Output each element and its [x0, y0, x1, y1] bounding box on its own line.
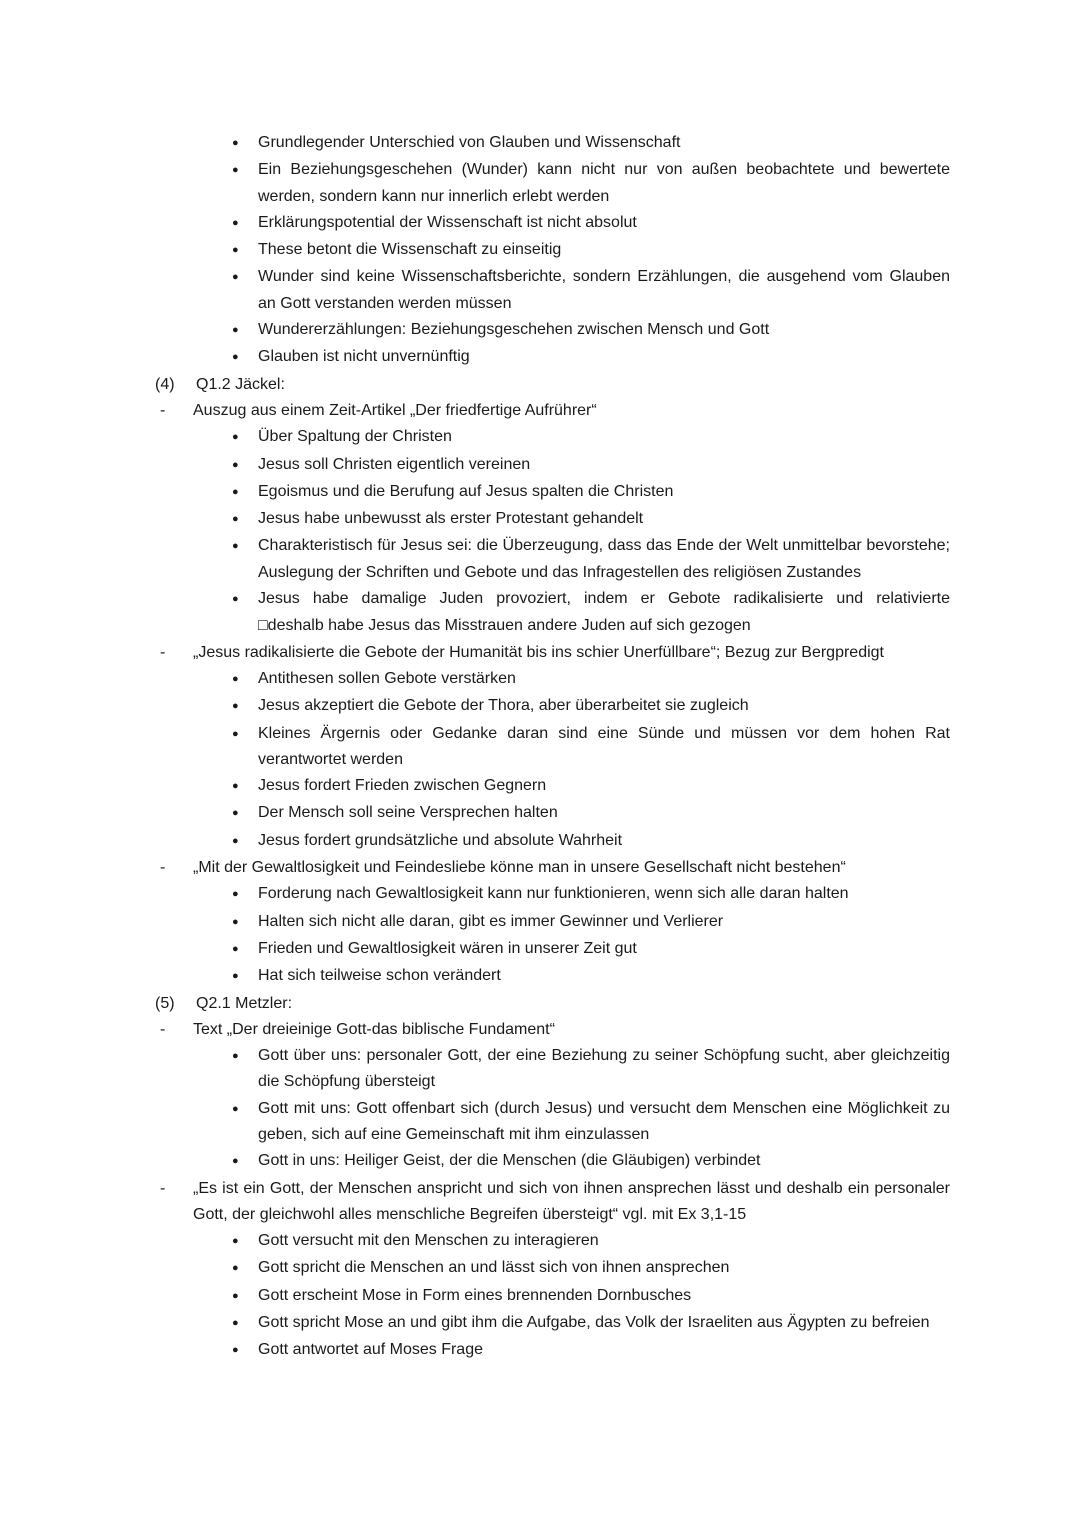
list-item-bullet: [155, 210, 950, 237]
list-item-dash: [155, 855, 950, 881]
dash-marker: -: [160, 1020, 166, 1038]
line-text: Antithesen sollen Gebote verstärken: [258, 669, 516, 687]
list-item-bullet: [155, 533, 950, 586]
line-text: □deshalb habe Jesus das Misstrauen andere Juden auf sich gezogen: [258, 617, 751, 635]
line-text: Glauben ist nicht unvernünftig: [258, 348, 470, 366]
bullet-icon: ●: [232, 700, 239, 713]
line-text: Der Mensch soll seine Versprechen halten: [258, 804, 558, 822]
line-text: Jesus habe damalige Juden provoziert, indem er Gebote radikalisierte und relativierte: [258, 590, 950, 608]
line-text: Erklärungspotential der Wissenschaft ist nicht absolut: [258, 213, 637, 231]
bullet-icon: ●: [232, 807, 239, 820]
bullet-icon: ●: [232, 1317, 239, 1330]
list-item-bullet: [155, 1043, 950, 1096]
bullet-icon: ●: [232, 593, 239, 606]
list-item-bullet: [155, 1255, 950, 1282]
line-text: Hat sich teilweise schon verändert: [258, 967, 501, 985]
list-item-numbered: [155, 991, 950, 1017]
line-text: Gott in uns: Heiliger Geist, der die Menschen (die Gläubigen) verbindet: [258, 1152, 761, 1170]
bullet-icon: ●: [232, 970, 239, 983]
dash-marker: -: [160, 401, 166, 419]
bullet-icon: ●: [232, 216, 239, 229]
list-item-bullet: [155, 157, 950, 210]
line-text: Ein Beziehungsgeschehen (Wunder) kann nicht nur von außen beobachtete und bewertete werden, sondern kann nur innerlich erlebt werden: [258, 161, 950, 205]
list-item-bullet: [155, 317, 950, 344]
line-text: Forderung nach Gewaltlosigkeit kann nur funktionieren, wenn sich alle daran halten: [258, 885, 849, 903]
bullet-icon: ●: [232, 324, 239, 337]
line-text: Text „Der dreieinige Gott-das biblische Fundament“: [193, 1020, 555, 1038]
list-item-bullet: [155, 881, 950, 908]
list-item-dash: [155, 398, 950, 424]
list-item-dash: [155, 1176, 950, 1229]
bullet-icon: ●: [232, 888, 239, 901]
list-item-bullet: [155, 666, 950, 693]
list-item-bullet: [155, 963, 950, 990]
line-text: Egoismus und die Berufung auf Jesus spalten die Christen: [258, 482, 674, 500]
bullet-icon: ●: [232, 1344, 239, 1357]
line-text: Q1.2 Jäckel:: [196, 375, 285, 393]
bullet-icon: ●: [232, 1155, 239, 1168]
line-text: „Jesus radikalisierte die Gebote der Humanität bis ins schier Unerfüllbare“; Bezug zur Bergpredigt: [193, 643, 884, 661]
bullet-icon: ●: [232, 942, 239, 955]
line-text: Jesus fordert grundsätzliche und absolute Wahrheit: [258, 831, 623, 849]
line-text: Charakteristisch für Jesus sei: die Überzeugung, dass das Ende der Welt unmittelbar bevorstehe; Auslegung der Schriften und Gebote und das Infragestellen des religiösen Zustandes: [258, 537, 950, 581]
line-text: Gott spricht Mose an und gibt ihm die Aufgabe, das Volk der Israeliten aus Ägypten zu befreien: [258, 1314, 930, 1332]
list-item-bullet: [155, 586, 950, 613]
bullet-icon: ●: [232, 1262, 239, 1275]
list-item-bullet: [155, 936, 950, 963]
list-item-bullet: [155, 828, 950, 855]
list-item-bullet: [155, 1283, 950, 1310]
list-item-bullet: [155, 130, 950, 157]
line-text: Wunder sind keine Wissenschaftsberichte, sondern Erzählungen, die ausgehend vom Glauben an Gott verstanden werden müssen: [258, 268, 950, 312]
line-text: Gott mit uns: Gott offenbart sich (durch Jesus) und versucht dem Menschen eine Möglichkeit zu geben, sich auf eine Gemeinschaft mit ihm einzulassen: [258, 1099, 950, 1143]
dash-marker: -: [160, 643, 166, 661]
item-number: (5): [155, 994, 175, 1012]
line-text: Gott spricht die Menschen an und lässt sich von ihnen ansprechen: [258, 1259, 730, 1277]
line-text: Kleines Ärgernis oder Gedanke daran sind eine Sünde und müssen vor dem hohen Rat verantwortet werden: [258, 724, 950, 768]
line-text: Auszug aus einem Zeit-Artikel „Der friedfertige Aufrührer“: [193, 401, 597, 419]
list-item-bullet: [155, 1337, 950, 1364]
bullet-icon: ●: [232, 540, 239, 553]
list-item-bullet: [155, 909, 950, 936]
list-item-continuation: [155, 613, 950, 639]
item-number: (4): [155, 375, 175, 393]
line-text: Q2.1 Metzler:: [196, 994, 293, 1012]
bullet-icon: ●: [232, 834, 239, 847]
bullet-icon: ●: [232, 1235, 239, 1248]
dash-marker: -: [160, 859, 166, 877]
list-item-bullet: [155, 1148, 950, 1175]
line-text: Jesus habe unbewusst als erster Protestant gehandelt: [258, 510, 644, 528]
dash-marker: -: [160, 1179, 166, 1197]
line-text: „Es ist ein Gott, der Menschen anspricht und sich von ihnen ansprechen lässt und deshalb ein personaler Gott, der gleichwohl alles menschliche Begreifen übersteigt“ vgl. mit Ex 3,1-15: [193, 1179, 950, 1223]
bullet-icon: ●: [232, 727, 239, 740]
list-item-bullet: [155, 452, 950, 479]
list-item-bullet: [155, 264, 950, 317]
bullet-icon: ●: [232, 351, 239, 364]
line-text: Jesus fordert Frieden zwischen Gegnern: [258, 777, 547, 795]
line-text: Gott erscheint Mose in Form eines brennenden Dornbusches: [258, 1286, 692, 1304]
line-text: Jesus akzeptiert die Gebote der Thora, aber überarbeitet sie zugleich: [258, 697, 749, 715]
bullet-icon: ●: [232, 458, 239, 471]
list-item-bullet: [155, 1096, 950, 1149]
bullet-icon: ●: [232, 164, 239, 177]
list-item-bullet: [155, 1228, 950, 1255]
list-item-bullet: [155, 800, 950, 827]
list-item-numbered: [155, 372, 950, 398]
list-item-bullet: [155, 344, 950, 371]
bullet-icon: ●: [232, 1102, 239, 1115]
document-page: [155, 130, 950, 1365]
list-item-dash: [155, 640, 950, 666]
list-item-bullet: [155, 773, 950, 800]
bullet-icon: ●: [232, 780, 239, 793]
line-text: Jesus soll Christen eigentlich vereinen: [258, 455, 531, 473]
bullet-icon: ●: [232, 271, 239, 284]
bullet-icon: ●: [232, 1050, 239, 1063]
list-item-dash: [155, 1017, 950, 1043]
line-text: Frieden und Gewaltlosigkeit wären in unserer Zeit gut: [258, 939, 637, 957]
line-text: Grundlegender Unterschied von Glauben und Wissenschaft: [258, 134, 681, 151]
bullet-icon: ●: [232, 1289, 239, 1302]
line-text: Gott über uns: personaler Gott, der eine Beziehung zu seiner Schöpfung sucht, aber gleichzeitig die Schöpfung übersteigt: [258, 1047, 950, 1091]
line-text: Halten sich nicht alle daran, gibt es immer Gewinner und Verlierer: [258, 912, 724, 930]
bullet-icon: ●: [232, 431, 239, 444]
bullet-icon: ●: [232, 513, 239, 526]
bullet-icon: ●: [232, 915, 239, 928]
line-text: Gott antwortet auf Moses Frage: [258, 1341, 483, 1359]
line-text: Gott versucht mit den Menschen zu interagieren: [258, 1232, 599, 1250]
list-item-bullet: [155, 424, 950, 451]
line-text: These betont die Wissenschaft zu einseitig: [258, 241, 562, 259]
bullet-icon: ●: [232, 672, 239, 685]
bullet-icon: ●: [232, 244, 239, 257]
list-item-bullet: [155, 479, 950, 506]
list-item-bullet: [155, 237, 950, 264]
line-text: Über Spaltung der Christen: [258, 428, 452, 446]
line-text: Wundererzählungen: Beziehungsgeschehen zwischen Mensch und Gott: [258, 321, 770, 339]
list-item-bullet: [155, 506, 950, 533]
bullet-icon: ●: [232, 137, 239, 149]
bullet-icon: ●: [232, 485, 239, 498]
list-item-bullet: [155, 1310, 950, 1337]
list-item-bullet: [155, 721, 950, 774]
line-text: „Mit der Gewaltlosigkeit und Feindesliebe könne man in unsere Gesellschaft nicht bestehen“: [193, 859, 846, 877]
list-item-bullet: [155, 693, 950, 720]
